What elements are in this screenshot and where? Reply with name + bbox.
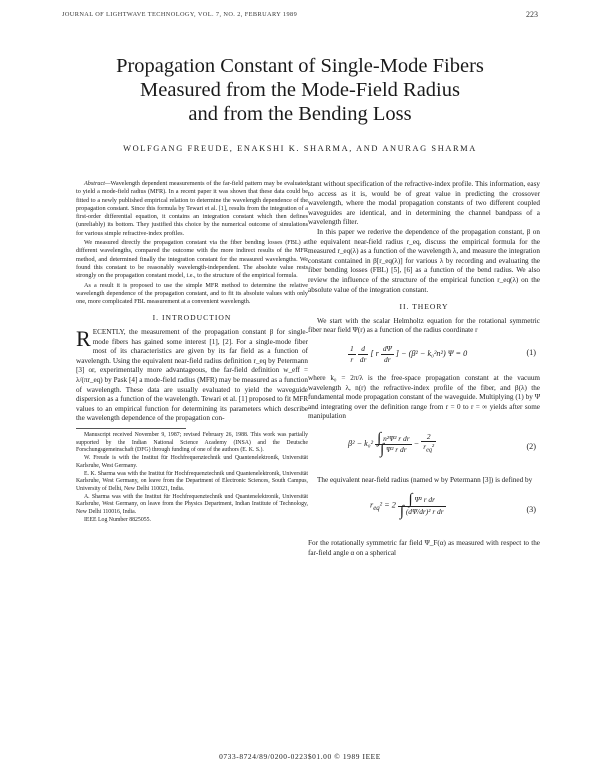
abstract-text-1: Wavelength dependent measurements of the far-field pattern may be evaluated to yield a mode-field radius (MFR). In a recent paper it was shown that these data could be fitted to a newly published empirical relation to determine the wavelength dependence of the propagation constant. Since this formula by Tewari et al. [1], results from the integration of a first-order differential equation, it contains an integration constant which then defines (unreliably) its bottom. They justified this choice by the numerical outcome of simulations for various simple refractive-index profiles. [76, 180, 308, 237]
abstract-label: Abstract— [84, 180, 111, 187]
introduction-text: ECENTLY, the measurement of the propagation constant β for single-mode fibers has gained some interest [1], [2]. For a single-mode fiber most of its characteristics are given by its far field as a function of wavelength. Using the equivalent near-field radius definition r_eq by Petermann [3] or, experimentally more advantageous, the far-field definition w_eff = λ/(πr_eq) by Pask [4] a mode-field radius (MFR) may be measured as a function of wavelength. These data are usually evaluated to yield the waveguide dispersion as a function of the wavelength. Tewari et al. [1] proposed to fit MFR values to an empirical function for determining its parameters which describe the wavelength dependence of the propagation con- [76, 328, 308, 423]
equation-1-number: (1) [526, 347, 536, 357]
equation-3-number: (3) [526, 505, 536, 515]
page-number: 223 [526, 10, 538, 19]
section-heading-theory: II. THEORY [399, 302, 449, 312]
equation-2-expression: β² − k₀² $\frac{\text{∫ n²Ψ² r dr}}{\text{∫ Ψ² r dr}}$ − $\frac{2}{r_{eq}^2}$ [348, 430, 435, 458]
equation-2 [308, 426, 540, 472]
theory-paragraph-2: where k₀ = 2π/λ is the free-space propagation constant at the vacuum wavelength λ, n(r) the refractive-index profile of the fiber, and β(λ) the fundamental mode propagation constant of the waveguide. Multiplying (1) by Ψ and integrating over the definition range from r = 0 to r = ∞ yields after some manipulation [308, 373, 540, 421]
drop-cap: R [76, 326, 91, 352]
theory-paragraph-4: For the rotationally symmetric far field Ψ_F(α) as measured with respect to the far-field angle α on a spherical [308, 539, 540, 558]
right-column [308, 180, 540, 559]
introduction-paragraph [76, 328, 308, 424]
theory-paragraph-1: We start with the scalar Helmholtz equation for the rotational symmetric fiber near field Ψ(r) as a function of the radius coordinate r [308, 316, 540, 335]
abstract-paragraph-2 [76, 239, 308, 280]
equation-3-expression: $r_{eq}^2 = 2$ $\frac{\text{∫ Ψ² r dr}}{\text{∫ (dΨ/dr)² r dr}}$ [370, 491, 444, 520]
title-line-2: Measured from the Mode-Field Radius [140, 79, 460, 101]
footnote-asharma: A. Sharma was with the Institut für Hochfrequenztechnik und Quantenelektronik, Universität Karlsruhe, West Germany, on leave from the Physics Department, Indian Institute of Technology, New Delhi 110016, India. [76, 493, 308, 516]
abstract-paragraph-1 [76, 180, 308, 238]
continued-paragraph: stant without specification of the refractive-index profile. This information, easy to access as it is, would be of great value in predicting the crossover wavelength, where the modal propagation constants of two different coupled waveguides are identical, and in determining the channel bandpass of a wavelength filter. [308, 180, 540, 227]
equation-3 [308, 489, 540, 535]
equation-2-number: (2) [526, 441, 536, 451]
paper-outline-paragraph: In this paper we rederive the dependence of the propagation constant, β on the equivalent near-field radius r_eq, discuss the empirical formula for the measured r_eq(λ) as a function of the wavelength λ, and measure the integration constant contained in β[r_eq(λ)] for various λ by recording and evaluating the fiber bending losses (FBL) [5], [6] as a function of the bend radius. We also review the influence of the structure of the empirical function r_eq(λ) on the absolute value of the integration constant. [308, 227, 540, 294]
journal-name: JOURNAL OF LIGHTWAVE TECHNOLOGY, VOL. 7, NO. 2, FEBRUARY 1989 [62, 11, 298, 18]
author-list: WOLFGANG FREUDE, ENAKSHI K. SHARMA, AND ANURAG SHARMA [123, 144, 477, 153]
footnote-rule [76, 428, 186, 429]
footnote-freude: W. Freude is with the Institut für Hochfrequenztechnik und Quantenelektronik, Universität Karlsruhe, West Germany. [76, 455, 308, 469]
abstract-text-2: We measured directly the propagation constant via the fiber bending losses (FBL) at different wavelengths, compared the outcome with the more indirect results of the MFR method, and determined finally the integration constant for the measured wavelengths. We found this constant to be reasonably wavelength-independent. The absolute value rests strongly on the propagation constant model, i.e., to the structure of the empirical formula. [76, 239, 308, 280]
abstract-paragraph-3 [76, 282, 308, 307]
equation-1 [308, 340, 540, 370]
abstract-text-3: As a result it is proposed to use the simple MFR method to determine the relative wavelength dependence of the propagation constant, and to fit its absolute values with only one, more complicated FBL measurement at a convenient wavelength. [76, 281, 308, 306]
running-header [62, 11, 538, 18]
footnote-esharma: E. K. Sharma was with the Institut für Hochfrequenztechnik und Quantenelektronik, Universität Karlsruhe, West Germany, on leave from the Department of Electronic Sciences, South Campus, University of Delhi, New Delhi 110021, India. [76, 470, 308, 492]
equation-1-expression: $\frac{1}{r}$ $\frac{d}{dr}$ [ r $\frac{d\Psi}{dr}$ ] − (β² − k₀²n²) Ψ = 0 [350, 343, 468, 364]
copyright-footer: 0733-8724/89/0200-0223$01.00 © 1989 IEEE [219, 752, 381, 761]
footnote-manuscript: Manuscript received November 9, 1987; revised February 26, 1988. This work was partially supported by the Indian National Science Academy (INSA) and the Deutsche Forschungsgemeinschaft (DFG) through funding of one of the authors (E. K. S.). [76, 431, 308, 454]
theory-paragraph-3: The equivalent near-field radius (named w by Petermann [3]) is defined by [317, 475, 533, 484]
left-column [76, 180, 308, 524]
title-line-3: and from the Bending Loss [188, 103, 412, 125]
title-line-1: Propagation Constant of Single-Mode Fibers [116, 55, 484, 77]
section-heading-introduction: I. INTRODUCTION [152, 313, 232, 323]
footnote-ieee-log: IEEE Log Number 8825055. [84, 516, 151, 523]
paper-title [0, 54, 600, 126]
